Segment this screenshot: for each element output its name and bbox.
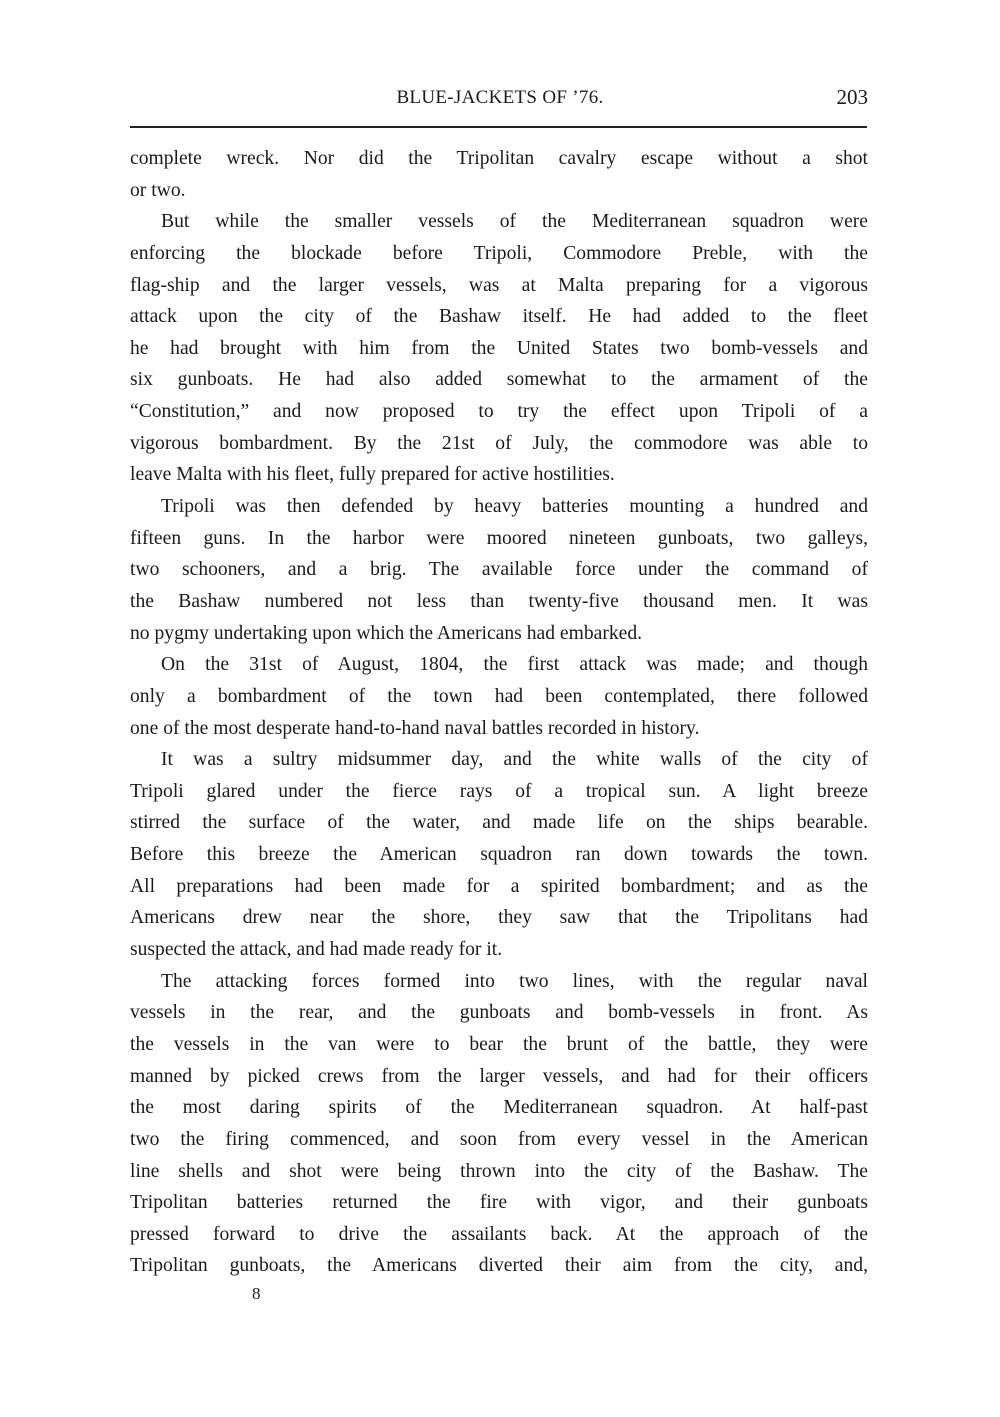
- text-line: On the 31st of August, 1804, the first attack was made; and though: [161, 654, 868, 676]
- text-line: Tripoli was then defended by heavy batteries mounting a hundred and: [161, 496, 868, 518]
- text-line: stirred the surface of the water, and made life on the ships bearable.: [130, 812, 868, 834]
- body-text: [130, 143, 868, 1282]
- text-line: he had brought with him from the United States two bomb-vessels and: [130, 337, 868, 359]
- text-line: only a bombardment of the town had been contemplated, there followed: [130, 685, 868, 707]
- text-line: complete wreck. Nor did the Tripolitan cavalry escape without a shot: [130, 148, 868, 169]
- running-title: BLUE-JACKETS OF ’76.: [396, 87, 604, 108]
- text-line: one of the most desperate hand-to-hand naval battles recorded in history.: [130, 717, 700, 739]
- signature-mark: 8: [252, 1284, 261, 1303]
- text-line: the most daring spirits of the Mediterranean squadron. At half-past: [130, 1097, 868, 1119]
- text-line: enforcing the blockade before Tripoli, Commodore Preble, with the: [130, 242, 868, 264]
- text-line: pressed forward to drive the assailants back. At the approach of the: [130, 1223, 868, 1245]
- text-line: the vessels in the van were to bear the brunt of the battle, they were: [130, 1033, 868, 1055]
- text-line: flag-ship and the larger vessels, was at Malta preparing for a vigorous: [130, 274, 868, 296]
- text-line: two schooners, and a brig. The available force under the command of: [130, 559, 868, 581]
- text-line: two the firing commenced, and soon from every vessel in the American: [130, 1128, 868, 1150]
- text-line: Tripolitan batteries returned the fire with vigor, and their gunboats: [130, 1192, 868, 1214]
- page-number: 203: [836, 85, 868, 109]
- text-line: Tripolitan gunboats, the Americans diverted their aim from the city, and,: [130, 1255, 868, 1277]
- text-line: All preparations had been made for a spirited bombardment; and as the: [130, 875, 868, 897]
- text-line: leave Malta with his fleet, fully prepared for active hostilities.: [130, 464, 615, 486]
- text-line: vessels in the rear, and the gunboats and bomb-vessels in front. As: [130, 1002, 868, 1024]
- text-line: Americans drew near the shore, they saw that the Tripolitans had: [130, 907, 868, 929]
- text-line: or two.: [130, 179, 186, 201]
- text-line: Before this breeze the American squadron ran down towards the town.: [130, 844, 868, 866]
- text-line: It was a sultry midsummer day, and the white walls of the city of: [161, 749, 868, 771]
- header-rule: [130, 126, 867, 128]
- text-line: manned by picked crews from the larger vessels, and had for their officers: [130, 1065, 868, 1087]
- text-line: Tripoli glared under the fierce rays of a tropical sun. A light breeze: [130, 780, 868, 802]
- text-line: no pygmy undertaking upon which the Americans had embarked.: [130, 622, 643, 644]
- text-line: line shells and shot were being thrown into the city of the Bashaw. The: [130, 1160, 868, 1182]
- text-line: attack upon the city of the Bashaw itself. He had added to the fleet: [130, 306, 868, 328]
- text-line: vigorous bombardment. By the 21st of July, the commodore was able to: [130, 432, 868, 454]
- text-line: The attacking forces formed into two lines, with the regular naval: [161, 970, 868, 992]
- text-line: six gunboats. He had also added somewhat to the armament of the: [130, 369, 868, 391]
- text-line: suspected the attack, and had made ready for it.: [130, 939, 503, 961]
- text-line: But while the smaller vessels of the Mediterranean squadron were: [161, 211, 868, 233]
- text-line: the Bashaw numbered not less than twenty-five thousand men. It was: [130, 590, 868, 612]
- text-line: fifteen guns. In the harbor were moored nineteen gunboats, two galleys,: [130, 527, 868, 549]
- text-line: “Constitution,” and now proposed to try the effect upon Tripoli of a: [130, 401, 868, 423]
